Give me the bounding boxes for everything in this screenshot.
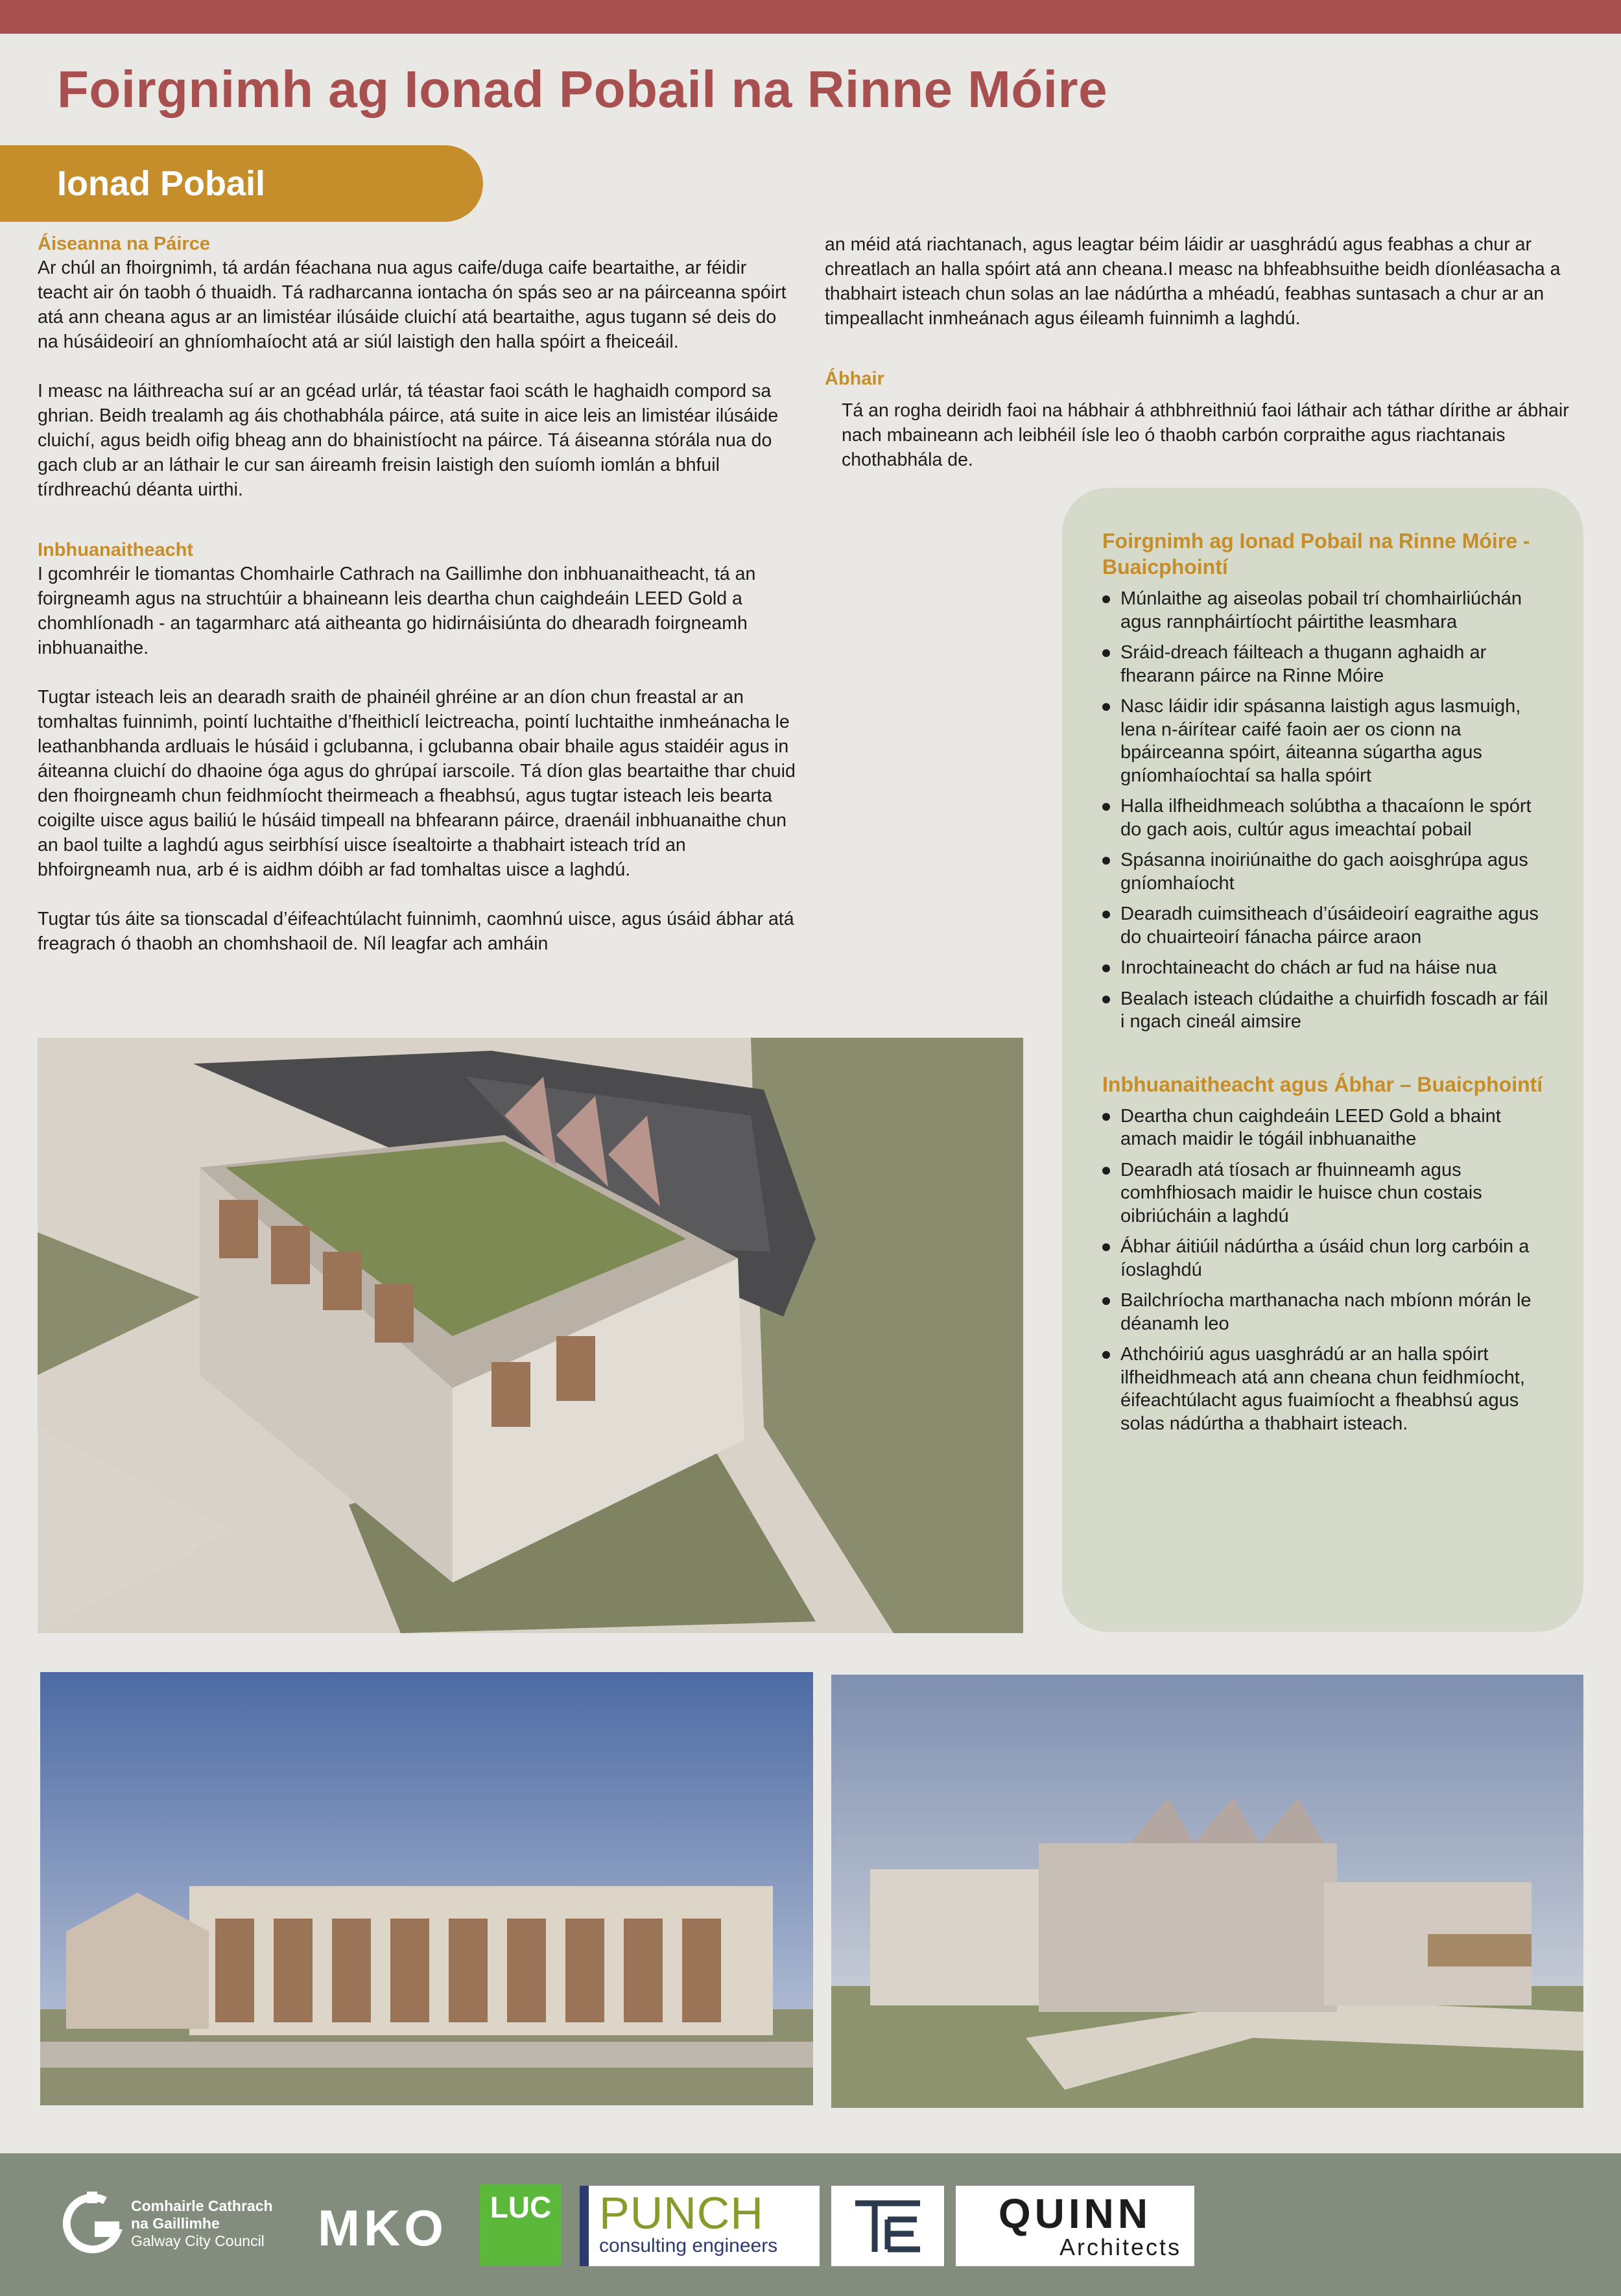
top-bar: [0, 0, 1621, 34]
list-item: Athchóiriú agus uasghrádú ar an halla spóirt ilfheidhmeach atá ann cheana chun feidhmíocht, éifeachtúlacht agus fuaimíocht a fheabhsú agus solas nádúrtha a thabhairt isteach.: [1102, 1343, 1550, 1435]
luc-logo: LUC: [480, 2184, 562, 2266]
heading-materials: Ábhair: [825, 368, 884, 389]
highlights-list: [1102, 588, 1550, 1034]
rear-render-image: [831, 1675, 1583, 2108]
galway-city-council-text: Comhairle Cathrach na Gaillimhe Galway City Council: [131, 2197, 273, 2249]
highlights-box: [1062, 488, 1583, 1632]
list-item: Múnlaithe ag aiseolas pobail trí chomhairliúchán agus rannpháirtíocht páirtithe leasmhara: [1102, 588, 1550, 634]
list-item: Dearadh cuimsitheach d’úsáideoirí eagraithe agus do chuairteoirí fánacha páirce araon: [1102, 903, 1550, 949]
paragraph: an méid atá riachtanach, agus leagtar béim láidir ar uasghrádú agus feabhas a chur ar chreatlach an halla spóirt atá ann cheana.I measc na bhfeabhsuithe beidh díonléasacha a thabhairt isteach chun solas an lae nádúrtha a mhéadú, feabhas suntasach a chur ar an timpeallacht inmheánach agus éileamh fuinnimh a laghdú.: [825, 234, 1561, 329]
right-column: [825, 232, 1590, 472]
paragraph: Tugtar isteach leis an dearadh sraith de phainéil ghréine ar an díon chun freastal ar an tomhaltas fuinnimh, pointí luchtaithe d’fheithiclí leictreacha, pointí luchtaithe inmheánacha le leathanbhanda ardluais le húsáid i gclubanna, i gclubanna obair bhaile agus staidéir agus in áiteanna cluichí do dhaoine óga agus do ghrúpaí iarscoile. Tá díon glas beartaithe thar chuid den fhoirgneamh chun feidhmíocht theirmeach a fheabhsú, agus tugtar isteach leis bearta coigilte uisce agus bailiú le húsáid timpeall na bhfearann páirce, draenáil inbhuanaithe chun an baol tuilte a laghdú agus seirbhísí uisce ísealtoirte a thabhairt isteach tríd an bhfoirgneamh nua, arb é is aidhm dóibh ar fad tomhaltas uisce a laghdú.: [38, 687, 796, 880]
left-column: [38, 232, 796, 956]
paragraph: Tugtar tús áite sa tionscadal d’éifeachtúlacht fuinnimh, caomhnú uisce, agus úsáid ábhar atá freagrach ó thaobh an chomhshaoil de. Níl leagfar ach amháin: [38, 909, 794, 954]
paragraph: I measc na láithreacha suí ar an gcéad urlár, tá téastar faoi scáth le haghaidh compord sa ghrian. Beidh trealamh ag áis chothabhála páirce, atá suite in aice leis an limistéar ilúsáide cluichí, agus beidh oifig bheag ann do bhainistíocht na páirce. Tá áiseanna stórála nua do gach club ar an láthair le cur san áireamh freisin laistigh den suíomh iomlán a bhfuil tírdhreachú déanta uirthi.: [38, 381, 779, 500]
list-item: Bealach isteach clúdaithe a chuirfidh foscadh ar fáil i ngach cineál aimsire: [1102, 988, 1550, 1034]
list-item: Ábhar áitiúil nádúrtha a úsáid chun lorg carbóin a íoslaghdú: [1102, 1236, 1550, 1282]
street-render-image: [40, 1672, 813, 2105]
list-item: Sráid-dreach fáilteach a thugann aghaidh ar fhearann páirce na Rinne Móire: [1102, 641, 1550, 688]
list-item: Dearadh atá tíosach ar fhuinneamh agus comhfhiosach maidir le huisce chun costais oibriúcháin a laghdú: [1102, 1159, 1550, 1228]
quinn-architects-logo: QUINN Architects: [956, 2186, 1194, 2266]
list-item: Bailchríocha marthanacha nach mbíonn mórán le déanamh leo: [1102, 1289, 1550, 1335]
galway-city-council-logo: [60, 2184, 287, 2262]
heading-park-facilities: Áiseanna na Páirce: [38, 233, 210, 254]
aerial-render-image: [38, 1038, 1023, 1633]
highlights-heading: Foirgnimh ag Ionad Pobail na Rinne Móire - Buaicphointí: [1102, 529, 1530, 579]
sustainability-highlights-list: [1102, 1105, 1550, 1436]
paragraph: I gcomhréir le tiomantas Chomhairle Cathrach na Gaillimhe don inbhuanaitheacht, tá an foirgneamh agus na struchtúir a bhaineann leis deartha chun caighdeáin LEED Gold a chomhlíonadh - an tagarmharc atá aitheanta go hidirnáisiúnta do dhearadh foirgneamh inbhuanaithe.: [38, 564, 756, 658]
list-item: Deartha chun caighdeáin LEED Gold a bhaint amach maidir le tógáil inbhuanaithe: [1102, 1105, 1550, 1151]
mko-logo: MKO: [318, 2199, 447, 2256]
list-item: Spásanna inoiriúnaithe do gach aoisghrúpa agus gníomhaíocht: [1102, 849, 1550, 895]
list-item: Halla ilfheidhmeach solúbtha a thacaíonn le spórt do gach aois, cultúr agus imeachtaí pobail: [1102, 795, 1550, 841]
list-item: Nasc láidir idir spásanna laistigh agus lasmuigh, lena n-áirítear caifé faoin aer os cionn na bpáirceanna spóirt, áiteanna súgartha agus gníomhaíochtaí sa halla spóirt: [1102, 695, 1550, 787]
paragraph: Tá an rogha deiridh faoi na hábhair á athbhreithniú faoi láthair ach táthar dírithe ar ábhair nach mbaineann ach leibhéil ísle leo ó thaobh carbón corpraithe agus riachtanais chothabhála de.: [842, 400, 1569, 470]
page-title: Foirgnimh ag Ionad Pobail na Rinne Móire: [57, 60, 1108, 118]
heading-sustainability: Inbhuanaitheacht: [38, 540, 194, 560]
paragraph: Ar chúl an fhoirgnimh, tá ardán féachana nua agus caife/duga caife beartaithe, ar féidir teacht air ón taobh ó thuaidh. Tá radharcanna iontacha ón spás seo ar na páirceanna spóirt atá ann cheana agus ar an limistéar ilúsáide cluichí atá beartaithe, agus tugann sé deis do na húsáideoirí an ghníomhaíocht atá ar siúl laistigh den halla spóirt a fheiceáil.: [38, 257, 787, 352]
sustainability-highlights-heading: Inbhuanaitheacht agus Ábhar – Buaicphointí: [1102, 1072, 1543, 1096]
galway-crest-icon: [60, 2188, 124, 2259]
section-tag: Ionad Pobail: [0, 145, 483, 222]
list-item: Inrochtaineacht do chách ar fud na háise nua: [1102, 957, 1550, 980]
te-logo-icon: [831, 2186, 944, 2266]
punch-logo: PUNCH consulting engineers: [580, 2186, 820, 2266]
